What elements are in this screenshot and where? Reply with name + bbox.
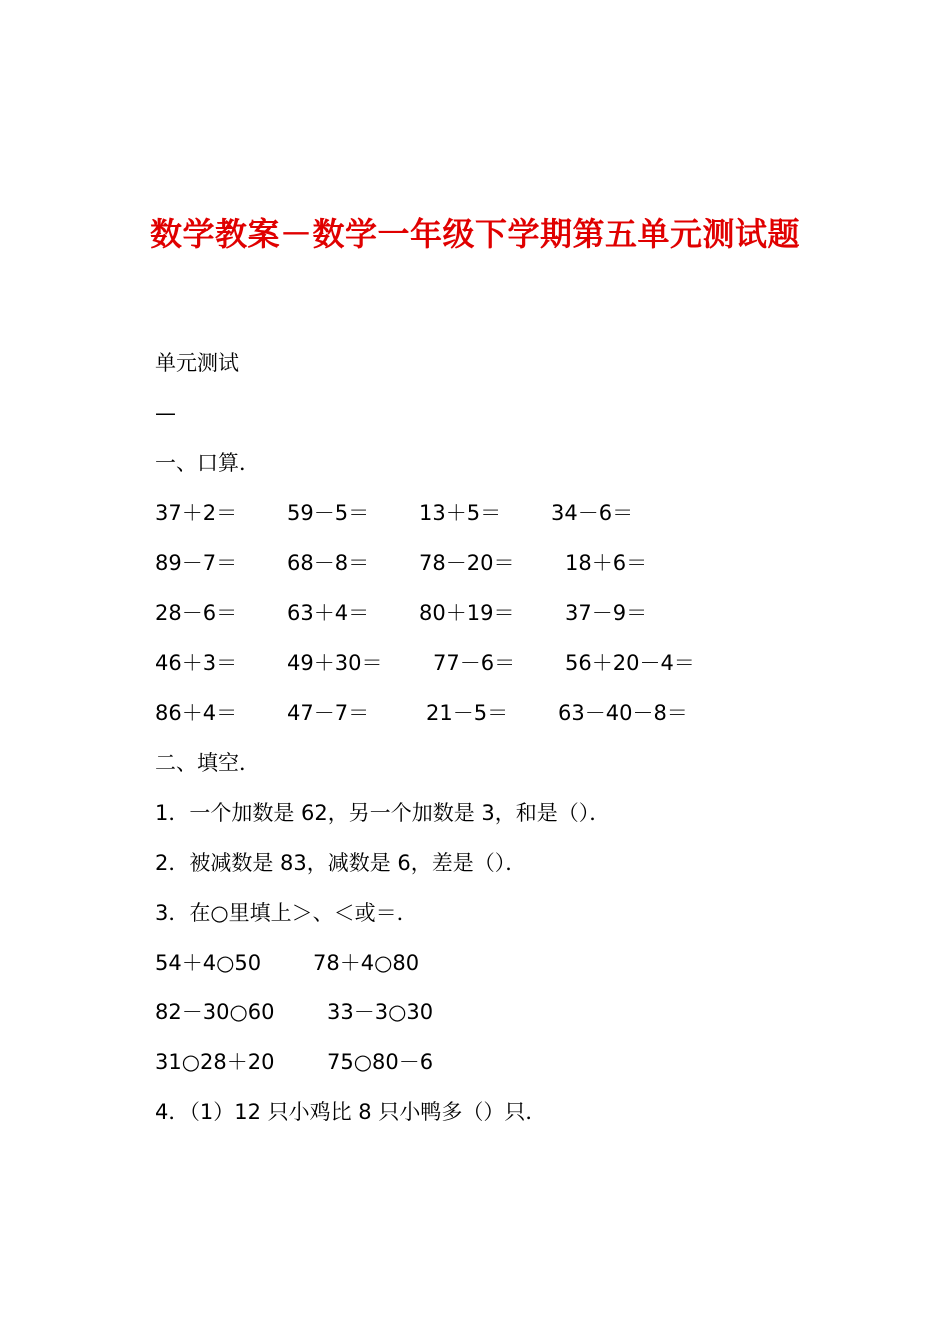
- document-title: 数学教案－数学一年级下学期第五单元测试题: [149, 215, 800, 253]
- compare-item: 54＋4○50: [155, 951, 262, 975]
- dash-line: —: [155, 401, 176, 425]
- compare-item: 31○28＋20: [155, 1050, 275, 1074]
- section-fill-blank: 二、填空．: [155, 751, 260, 775]
- section-oral-math: 一、口算．: [155, 451, 260, 475]
- oral-item: 37＋2＝: [155, 501, 238, 525]
- oral-item: 63－40－8＝: [558, 701, 688, 725]
- oral-item: 28－6＝: [155, 601, 238, 625]
- oral-item: 46＋3＝: [155, 651, 238, 675]
- oral-item: 78－20＝: [419, 551, 515, 575]
- oral-item: 86＋4＝: [155, 701, 238, 725]
- question-3: 3．在○里填上＞、＜或＝．: [155, 901, 418, 925]
- question-1: 1．一个加数是 62，另一个加数是 3，和是（）．: [155, 801, 611, 825]
- oral-item: 77－6＝: [433, 651, 516, 675]
- compare-item: 33－3○30: [327, 1000, 434, 1024]
- oral-item: 13＋5＝: [419, 501, 502, 525]
- oral-item: 37－9＝: [565, 601, 648, 625]
- question-4: 4．（1）12 只小鸡比 8 只小鸭多（）只．: [155, 1100, 547, 1124]
- compare-item: 78＋4○80: [313, 951, 420, 975]
- unit-test-heading: 单元测试: [155, 351, 239, 375]
- oral-item: 34－6＝: [551, 501, 634, 525]
- oral-item: 49＋30＝: [287, 651, 383, 675]
- oral-item: 63＋4＝: [287, 601, 370, 625]
- oral-item: 47－7＝: [287, 701, 370, 725]
- compare-item: 82－30○60: [155, 1000, 275, 1024]
- oral-item: 18＋6＝: [565, 551, 648, 575]
- compare-item: 75○80－6: [327, 1050, 434, 1074]
- oral-item: 59－5＝: [287, 501, 370, 525]
- oral-item: 80＋19＝: [419, 601, 515, 625]
- oral-item: 21－5＝: [426, 701, 509, 725]
- oral-item: 89－7＝: [155, 551, 238, 575]
- oral-item: 56＋20－4＝: [565, 651, 695, 675]
- oral-item: 68－8＝: [287, 551, 370, 575]
- question-2: 2．被减数是 83，减数是 6，差是（）．: [155, 851, 527, 875]
